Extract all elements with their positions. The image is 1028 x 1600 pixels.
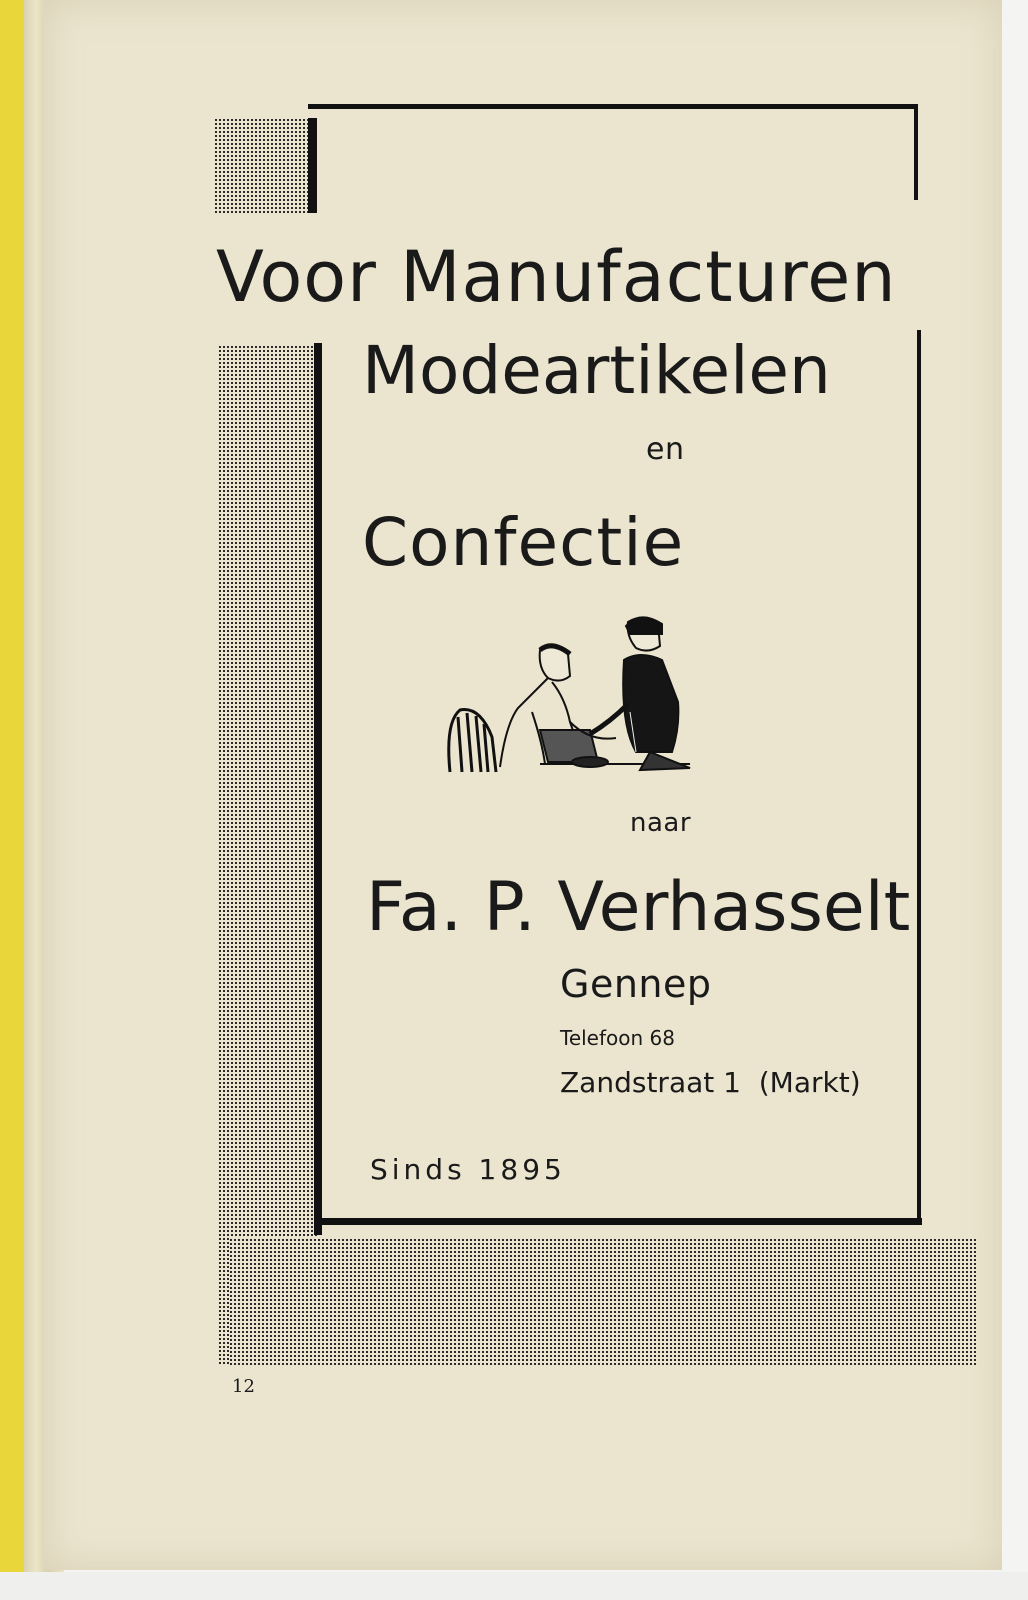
frame-bottom-rule xyxy=(322,1218,922,1225)
frame-left-rule-lower xyxy=(314,343,322,1235)
frame-top-rule xyxy=(308,104,918,109)
seated-woman-figure xyxy=(500,646,616,767)
page-number: 12 xyxy=(232,1376,255,1397)
scan-background-strip xyxy=(0,1572,1028,1600)
standing-clerk-figure xyxy=(590,617,678,752)
word-naar: naar xyxy=(630,808,692,838)
frame-right-rule-upper xyxy=(914,104,918,200)
headline-confectie: Confectie xyxy=(362,504,685,581)
shop-scene-illustration xyxy=(440,612,700,777)
halftone-column-left xyxy=(218,345,318,1365)
street-address: Zandstraat 1 (Markt) xyxy=(560,1066,861,1099)
since-year: Sinds 1895 xyxy=(370,1153,566,1186)
halftone-block-top xyxy=(214,118,310,213)
city-name: Gennep xyxy=(560,962,712,1006)
headline-modeartikelen: Modeartikelen xyxy=(362,332,831,409)
halftone-band-bottom xyxy=(229,1238,977,1365)
frame-left-rule-upper xyxy=(308,118,317,213)
headline-manufacturen: Voor Manufacturen xyxy=(216,236,897,318)
frame-right-rule-lower xyxy=(917,330,921,1220)
conjunction-en: en xyxy=(646,432,685,467)
document-page xyxy=(44,0,1002,1570)
telephone-number: Telefoon 68 xyxy=(560,1026,675,1050)
company-name: Fa. P. Verhasselt xyxy=(366,868,911,947)
chair-icon xyxy=(449,710,496,772)
